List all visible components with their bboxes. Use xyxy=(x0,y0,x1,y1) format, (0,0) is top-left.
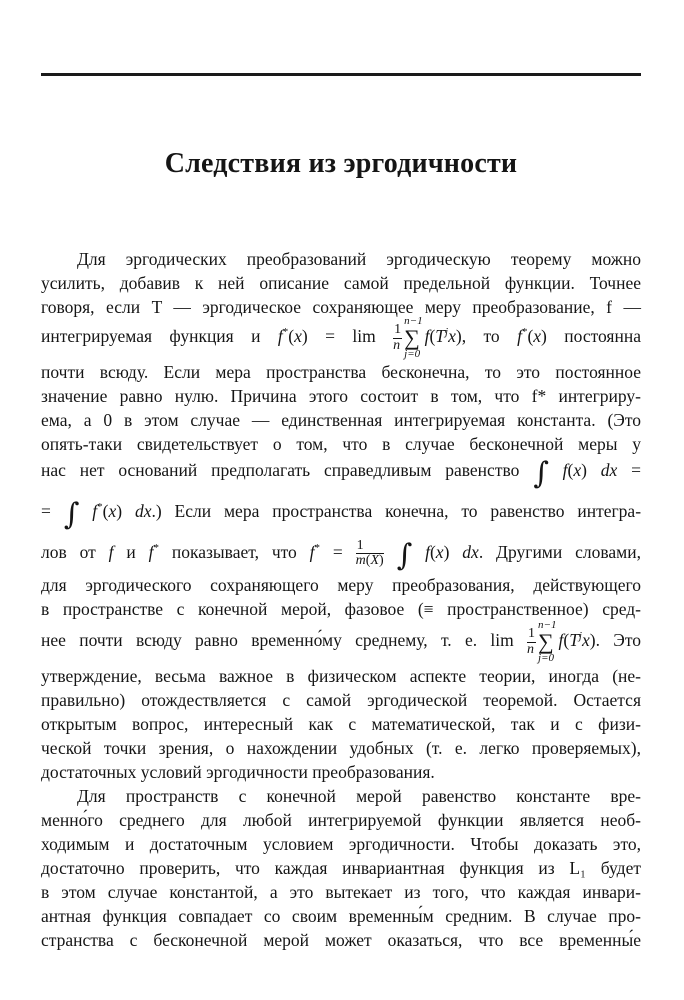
text-line: в этом случае константой, а это вытекает из того, что каждая инвари- xyxy=(41,882,641,902)
text-line: усилить, добавив к ней описание самой предельной функции. Точнее xyxy=(41,273,641,293)
text-line: утверждение, весьма важное в физическом аспекте теории, иногда (не- xyxy=(41,666,641,686)
text-line: менно́го среднего для любой интегрируемой функции является необ- xyxy=(41,810,641,830)
text-line: в пространстве с конечной мерой, фазовое (≡ пространственное) сред- xyxy=(41,599,641,619)
text-line: достаточных условий эргодичности преобразования. xyxy=(41,762,435,782)
text-line: достаточно проверить, что каждая инвариантная функция из L₁ будет xyxy=(41,858,641,878)
text-line: Для пространств с конечной мерой равенство константе вре- xyxy=(77,786,641,806)
text-line: правильно) отождествляется с самой эргодической теоремой. Остается xyxy=(41,690,641,710)
formula-line: лов от f и f* показывает, что f* = $\frac{1}{m(X)}$ ∫ f(x) dx. Другими словами, xyxy=(41,537,641,573)
text-line: для эргодического сохраняющего меру преобразования, действующего xyxy=(41,575,641,595)
text-line: значение равно нулю. Причина этого состоит в том, что f* интегриру- xyxy=(41,386,641,406)
text-line: Для эргодических преобразований эргодическую теорему можно xyxy=(77,249,641,269)
formula-line: нас нет оснований предполагать справедливым равенство ∫ f(x) dx = xyxy=(41,456,642,491)
text-line: странства с бесконечной мерой может оказаться, что все временны́е xyxy=(41,930,641,950)
text-line: антная функция совпадает со своим временны́м средним. В случае про- xyxy=(41,906,641,926)
formula-line: = ∫ f*(x) dx.) Если мера пространства конечна, то равенство интегра- xyxy=(41,497,642,532)
text-line: говоря, если T — эргодическое сохраняющее меру преобразование, f — xyxy=(41,297,641,317)
text-line: опять-таки свидетельствует о том, что в случае бесконечной меры у xyxy=(41,434,641,454)
top-rule xyxy=(41,73,641,76)
text-line: ходимым и достаточным условием эргодичности. Чтобы доказать это, xyxy=(41,834,641,854)
text-line: ема, а 0 в этом случае — единственная интегрируемая константа. (Это xyxy=(41,410,641,430)
text-line: почти всюду. Если мера пространства бесконечна, то это постоянное xyxy=(41,362,641,382)
formula-line: интегрируемая функция и f*(x) = lim $\frac{1}{n}$ n−1 ∑ j=0 $f(T^jx)$, то f*(x) постоянна xyxy=(41,315,641,360)
page-title: Следствия из эргодичности xyxy=(164,148,518,179)
formula-line: нее почти всюду равно временно́му среднему, т. е. lim $\frac{1}{n}$ n−1 ∑ j=0 $f(T^jx)$. Это xyxy=(41,619,641,664)
text-line: открытым вопрос, интересный как с математической, так и с физи- xyxy=(41,714,641,734)
text-line: ческой точки зрения, о нахождении удобных (т. е. легко проверяемых), xyxy=(41,738,641,758)
